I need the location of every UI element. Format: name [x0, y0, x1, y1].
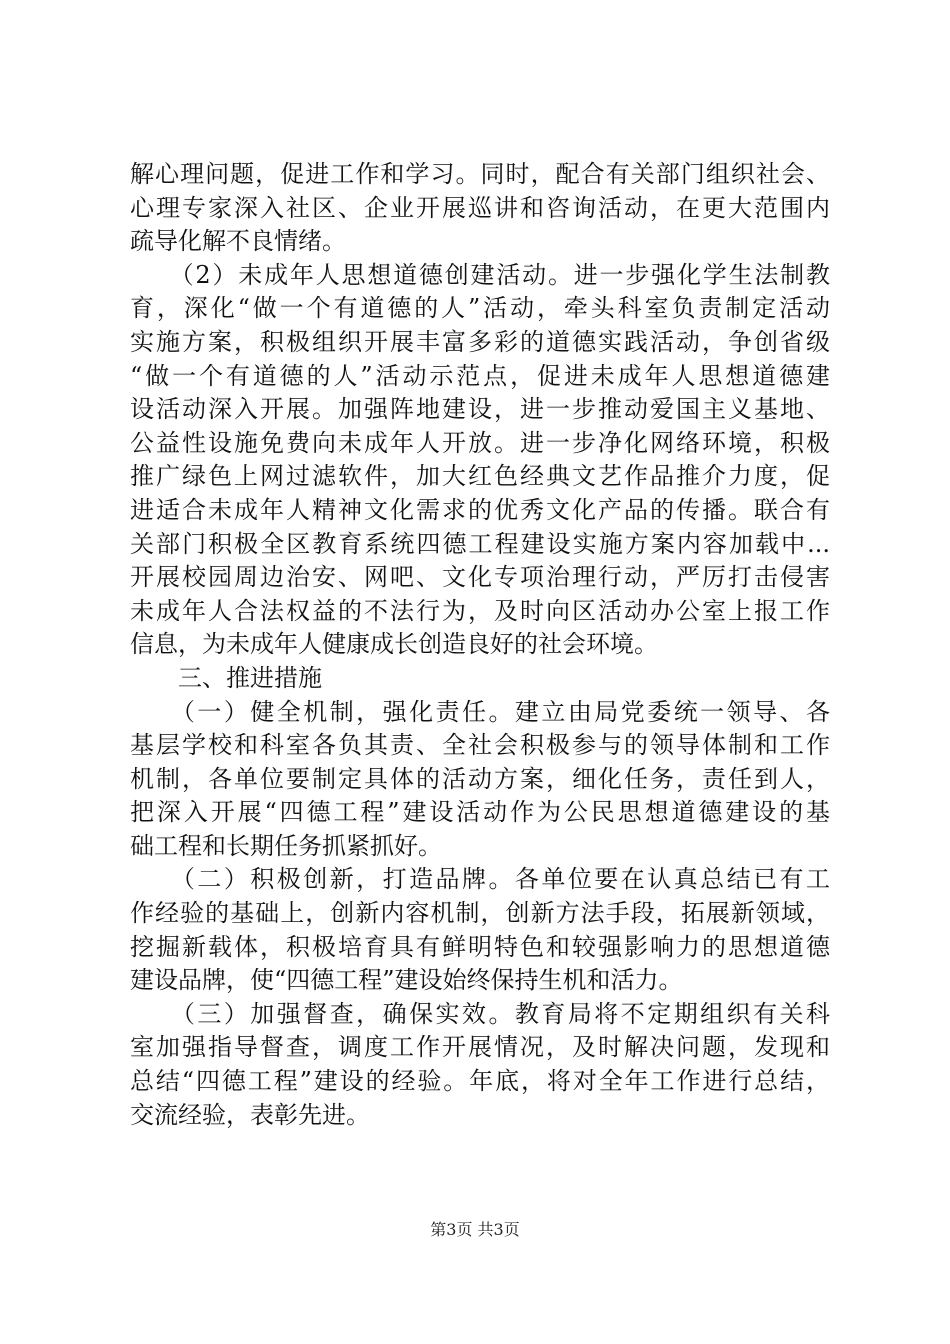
text-line: 解心理问题，促进工作和学习。同时，配合有关部门组织社会、 — [130, 160, 830, 188]
text-line: “做一个有道德的人”活动示范点，促进未成年人思想道德建 — [130, 361, 830, 390]
text-line: 信息，为未成年人健康成长创造良好的社会环境。 — [130, 630, 658, 659]
text-line: 基层学校和科室各负其责、全社会积极参与的领导体制和工作 — [130, 731, 830, 760]
text-line: （一）健全机制，强化责任。建立由局党委统一领导、各 — [130, 697, 830, 726]
text-line: 挖掘新载体，积极培育具有鲜明特色和较强影响力的思想道德 — [130, 932, 830, 961]
text-line: 进适合未成年人精神文化需求的优秀文化产品的传播。联合有 — [130, 495, 830, 524]
text-line: 总结“四德工程”建设的经验。年底，将对全年工作进行总结， — [130, 1067, 830, 1096]
text-line: 公益性设施免费向未成年人开放。进一步净化网络环境，积极 — [130, 428, 830, 457]
text-line: 设活动深入开展。加强阵地建设，进一步推动爱国主义基地、 — [130, 395, 830, 424]
text-line: 三、推进措施 — [130, 663, 322, 692]
text-line: 关部门积极全区教育系统四德工程建设实施方案内容加载中... — [130, 529, 830, 558]
text-line: 推广绿色上网过滤软件，加大红色经典文艺作品推介力度，促 — [130, 462, 830, 491]
text-line: 室加强指导督查，调度工作开展情况，及时解决问题，发现和 — [130, 1033, 830, 1062]
text-line: 作经验的基础上，创新内容机制，创新方法手段，拓展新领域， — [130, 899, 830, 928]
text-line: （二）积极创新，打造品牌。各单位要在认真总结已有工 — [130, 865, 830, 894]
text-line: 育，深化“做一个有道德的人”活动，牵头科室负责制定活动 — [130, 294, 830, 323]
text-line: 未成年人合法权益的不法行为，及时向区活动办公室上报工作 — [130, 596, 830, 625]
text-line: 机制，各单位要制定具体的活动方案，细化任务，责任到人， — [130, 764, 830, 793]
text-line: （三）加强督查，确保实效。教育局将不定期组织有关科 — [130, 999, 830, 1028]
text-line: 础工程和长期任务抓紧抓好。 — [130, 831, 442, 860]
text-line: （2）未成年人思想道德创建活动。进一步强化学生法制教 — [130, 260, 830, 289]
page-footer: 第3页 共3页 — [430, 1220, 520, 1239]
document-body — [130, 158, 830, 1132]
text-line: 开展校园周边治安、网吧、文化专项治理行动，严厉打击侵害 — [130, 563, 830, 592]
text-line: 把深入开展“四德工程”建设活动作为公民思想道德建设的基 — [130, 798, 830, 827]
text-line: 疏导化解不良情绪。 — [130, 227, 346, 256]
text-line: 实施方案，积极组织开展丰富多彩的道德实践活动，争创省级 — [130, 327, 830, 356]
text-line: 交流经验，表彰先进。 — [130, 1100, 370, 1129]
text-line: 建设品牌，使“四德工程”建设始终保持生机和活力。 — [130, 966, 683, 995]
text-line: 心理专家深入社区、企业开展巡讲和咨询活动，在更大范围内 — [130, 193, 830, 222]
